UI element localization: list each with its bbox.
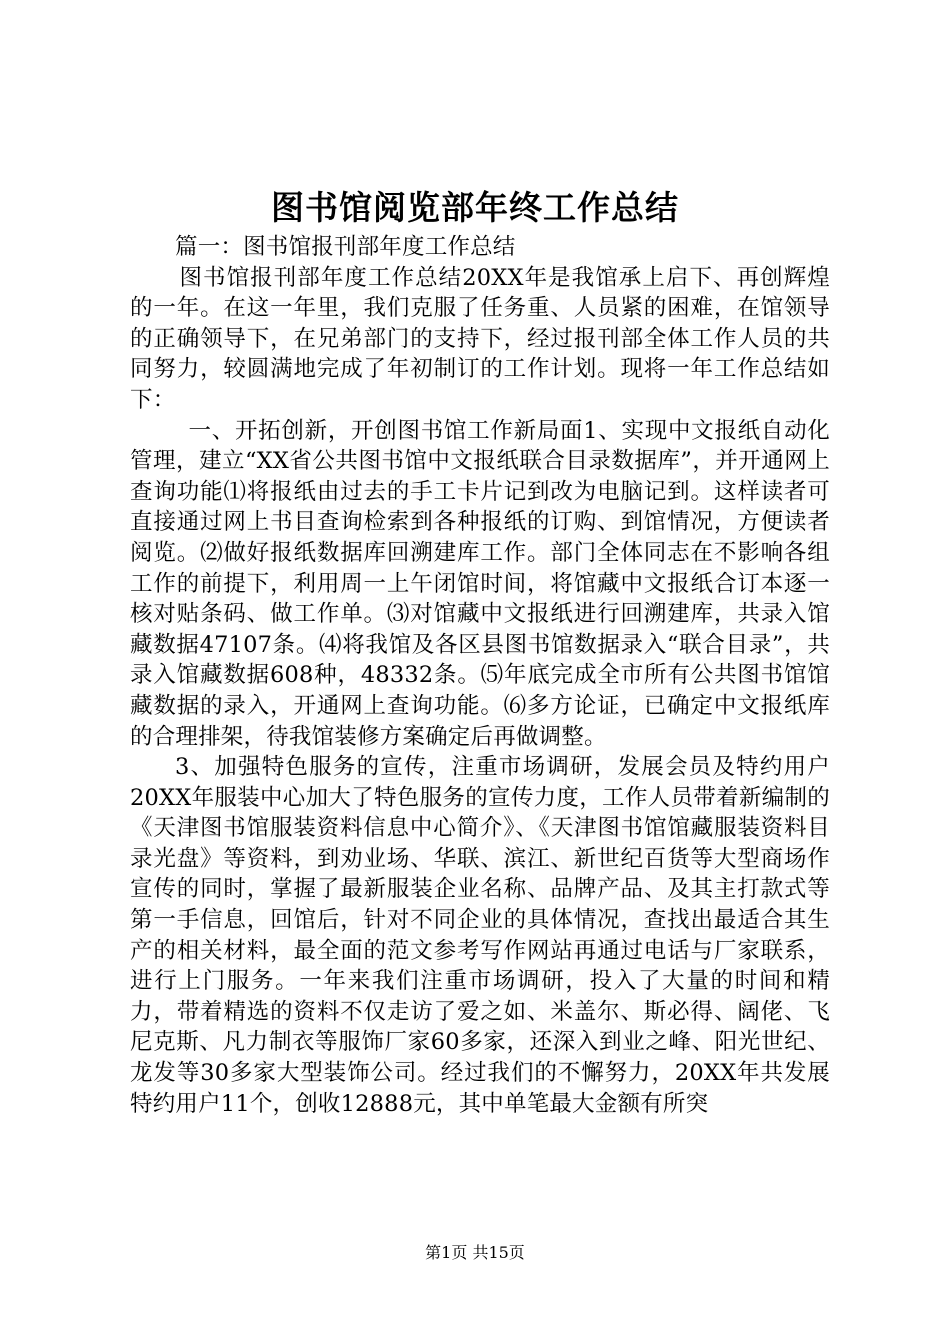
part-three-paragraph: 3、加强特色服务的宣传，注重市场调研，发展会员及特约用户20XX年服装中心加大了特色服务的宣传力度，工作人员带着新编制的《天津图书馆服装资料信息中心简介》、《天津图书馆馆藏服装资料目录光盘》等资料，到劝业场、华联、滨江、新世纪百货等大型商场作宣传的同时，掌握了最新服装企业名称、品牌产品、及其主打款式等第一手信息，回馆后，针对不同企业的具体情况，查找出最适合其生产的相关材料，最全面的范文参考写作网站再通过电话与厂家联系，进行上门服务。一年来我们注重市场调研，投入了大量的时间和精力，带着精选的资料不仅走访了爱之如、米盖尔、斯必得、阔佬、飞尼克斯、凡力制衣等服饰厂家60多家，还深入到业之峰、阳光世纪、龙发等30多家大型装饰公司。经过我们的不懈努力，20XX年共发展特约用户11个，创收12888元，其中单笔最大金额有所突 [130,754,830,1117]
document-title: 图书馆阅览部年终工作总结 [271,188,679,227]
part-one-paragraph: 一、开拓创新，开创图书馆工作新局面1、实现中文报纸自动化管理，建立“XX省公共图书馆中文报纸联合目录数据库”，并开通网上查询功能⑴将报纸由过去的手工卡片记到改为电脑记到。这样读者可直接通过网上书目查询检索到各种报纸的订购、到馆情况，方便读者阅览。⑵做好报纸数据库回溯建库工作。部门全体同志在不影响各组工作的前提下，利用周一上午闭馆时间，将馆藏中文报纸合订本逐一核对贴条码、做工作单。⑶对馆藏中文报纸进行回溯建库，共录入馆藏数据47107条。⑷将我馆及各区县图书馆数据录入“联合目录”，共录入馆藏数据608种，48332条。⑸年底完成全市所有公共图书馆馆藏数据的录入，开通网上查询功能。⑹多方论证，已确定中文报纸库的合理排架，待我馆装修方案确定后再做调整。 [130,417,830,750]
page-footer: 第1页 共15页 [425,1243,525,1262]
document-body [130,232,830,1119]
section-heading: 篇一：图书馆报刊部年度工作总结 [175,234,516,260]
intro-paragraph: 图书馆报刊部年度工作总结20XX年是我馆承上启下、再创辉煌的一年。在这一年里，我们克服了任务重、人员紧的困难，在馆领导的正确领导下，在兄弟部门的支持下，经过报刊部全体工作人员的共同努力，较圆满地完成了年初制订的工作计划。现将一年工作总结如下： [130,264,830,413]
